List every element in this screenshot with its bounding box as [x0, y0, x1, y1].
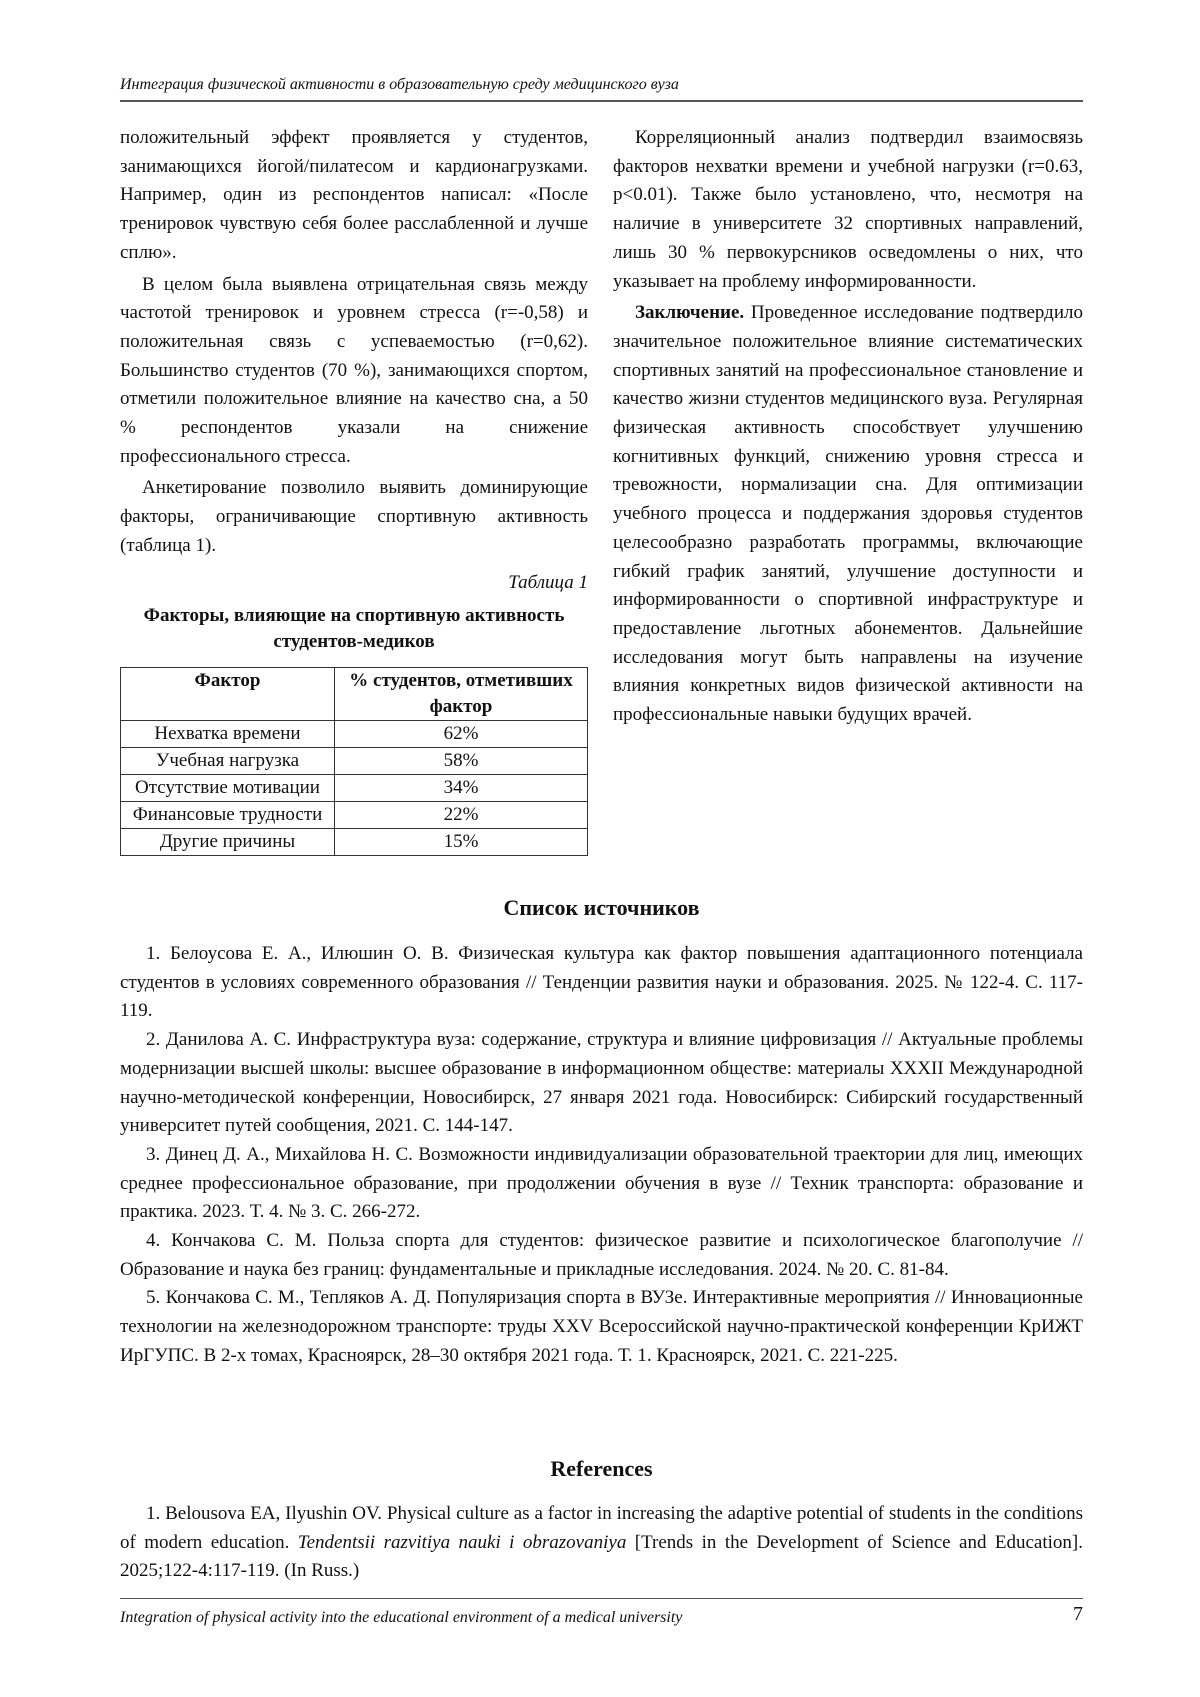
- right-column: [613, 124, 1083, 733]
- references-heading: References: [550, 1456, 653, 1481]
- factors-table: [120, 667, 588, 856]
- table-row: [121, 748, 588, 775]
- table-row: [121, 721, 588, 748]
- cell: Другие причины: [121, 829, 335, 856]
- table-header-row: [121, 668, 588, 721]
- cell: 62%: [335, 721, 588, 748]
- cell: 22%: [335, 802, 588, 829]
- table-row: [121, 775, 588, 802]
- cell: Отсутствие мотивации: [121, 775, 335, 802]
- left-column: [120, 124, 588, 856]
- running-footer: [120, 1598, 1083, 1627]
- source-item: 4. Кончакова С. М. Польза спорта для студентов: физическое развитие и психологическое благополучие // Образование и наука без границ: фундаментальные и прикладные исследования. 2024. № 20. С. 81-84.: [120, 1230, 1083, 1280]
- paragraph: Анкетирование позволило выявить доминирующие факторы, ограничивающие спортивную активность (таблица 1).: [120, 477, 588, 556]
- table-row: [121, 829, 588, 856]
- column-header: % студентов, отметивших фактор: [335, 668, 588, 721]
- table-caption: Таблица 1: [508, 571, 588, 593]
- page-number: 7: [1073, 1603, 1083, 1625]
- paragraph: В целом была выявлена отрицательная связь между частотой тренировок и уровнем стресса (r=-0,58) и положительная связь с успеваемостью (r=0,62). Большинство студентов (70 %), занимающихся спортом, отметили положительное влияние на качество сна, а 50 % респондентов указали на снижение профессионального стресса.: [120, 273, 588, 467]
- table-row: [121, 802, 588, 829]
- sources-list: [120, 940, 1083, 1371]
- reference-item: [120, 1500, 1083, 1586]
- cell: Учебная нагрузка: [121, 748, 335, 775]
- conclusion-text: Проведенное исследование подтвердило значительное положительное влияние систематических спортивных занятий на профессиональное становление и качество жизни студентов медицинского вуза. Регулярная физическая активность способствует улучшению когнитивных функций, снижению уровня стресса и тревожности, нормализации сна. Для оптимизации учебного процесса и поддержания здоровья студентов целесообразно разработать программы, включающие гибкий график занятий, улучшение доступности и информированности о спортивной инфраструктуре и предоставление льготных абонементов. Дальнейшие исследования могут быть направлены на изучение влияния конкретных видов физической активности на профессиональные навыки будущих врачей.: [613, 302, 1083, 726]
- cell: Финансовые трудности: [121, 802, 335, 829]
- references-list: [120, 1500, 1083, 1586]
- reference-text: [Trends in the Development of Science and Education]. 2025;122-4:117-119. (In Russ.): [120, 1531, 1083, 1582]
- footer-title: Integration of physical activity into the educational environment of a medical university: [120, 1609, 683, 1626]
- source-item: 2. Данилова А. С. Инфраструктура вуза: содержание, структура и влияние цифровизация // Актуальные проблемы модернизации высшей школы: высшее образование в информационном обществе: материалы XXXII Международной научно-методической конференции, Новосибирск, 27 января 2021 года. Новосибирск: Сибирский государственный университет путей сообщения, 2021. С. 144-147.: [120, 1029, 1083, 1137]
- paragraph: Корреляционный анализ подтвердил взаимосвязь факторов нехватки времени и учебной нагрузки (r=0.63, p<0.01). Также было установлено, что, несмотря на наличие в университете 32 спортивных направлений, лишь 30 % первокурсников осведомлены о них, что указывает на проблему информированности.: [613, 127, 1083, 292]
- conclusion-paragraph: [613, 299, 1083, 730]
- cell: Нехватка времени: [121, 721, 335, 748]
- source-item: 3. Динец Д. А., Михайлова Н. С. Возможности индивидуализации образовательной траектории для лиц, имеющих среднее профессиональное образование, при продолжении обучения в вузе // Техник транспорта: образование и практика. 2023. Т. 4. № 3. С. 266-272.: [120, 1143, 1083, 1223]
- source-item: 1. Белоусова Е. А., Илюшин О. В. Физическая культура как фактор повышения адаптационного потенциала студентов в условиях современного образования // Тенденции развития науки и образования. 2025. № 122-4. С. 117-119.: [120, 943, 1083, 1022]
- reference-text: 1. Belousova EA, Ilyushin OV. Physical culture as a factor in increasing the adaptive potential of students in the conditions of modern education.: [120, 1503, 1083, 1553]
- source-item: 5. Кончакова С. М., Тепляков А. Д. Популяризация спорта в ВУЗе. Интерактивные мероприятия // Инновационные технологии на железнодорожном транспорте: труды XXV Всероссийской научно-практической конференции КрИЖТ ИрГУПС. В 2-х томах, Красноярск, 28–30 октября 2021 года. Т. 1. Красноярск, 2021. С. 221-225.: [120, 1287, 1083, 1366]
- reference-journal: Tendentsii razvitiya nauki i obrazovaniya: [297, 1531, 627, 1553]
- conclusion-label: Заключение.: [635, 302, 745, 324]
- cell: 34%: [335, 775, 588, 802]
- sources-heading: Список источников: [503, 895, 700, 920]
- paragraph: положительный эффект проявляется у студентов, занимающихся йогой/пилатесом и кардионагрузками. Например, один из респондентов написал: «После тренировок чувствую себя более расслабленной и лучше сплю».: [120, 127, 588, 263]
- table-title: Факторы, влияющие на спортивную активность студентов-медиков: [143, 605, 565, 653]
- running-header: Интеграция физической активности в образовательную среду медицинского вуза: [120, 76, 1083, 102]
- cell: 15%: [335, 829, 588, 856]
- cell: 58%: [335, 748, 588, 775]
- column-header: Фактор: [121, 668, 335, 721]
